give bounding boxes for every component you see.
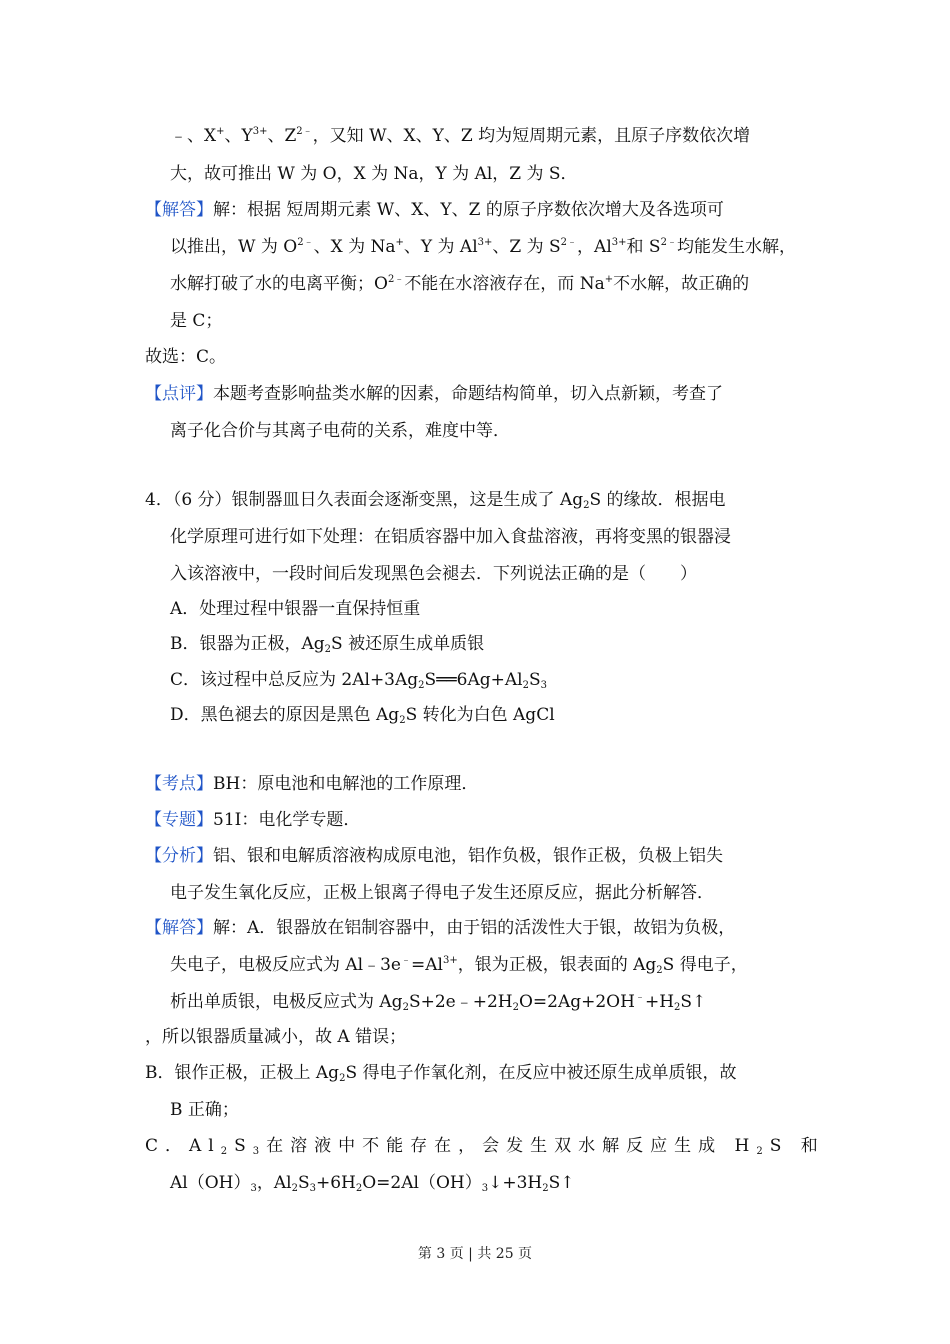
text-line: 大，故可推出 W 为 O，X 为 Na，Y 为 Al，Z 为 S． — [170, 164, 578, 184]
fenxi-tag: 【分析】 — [145, 846, 213, 866]
solution-line: 【解答】解：A．银器放在铝制容器中，由于铝的活泼性大于银，故铝为负极， — [145, 918, 736, 938]
question-stem: 4．（6 分）银制器皿日久表面会逐渐变黑，这是生成了 $Ag_2S$ 的缘故．根据电 — [145, 490, 726, 511]
text-line: $Al(OH)_3$，$Al_2S_3+6H_2O=2Al(OH)_3↓+3H_2S↑$ — [170, 1173, 575, 1194]
solution-tag: 【解答】 — [145, 918, 213, 938]
answer-line: 故选：C。 — [145, 347, 227, 367]
text-line: 化学原理可进行如下处理：在铝质容器中加入食盐溶液，再将变黑的银器浸 — [170, 527, 731, 547]
text-line: 电子发生氧化反应，正极上银离子得电子发生还原反应，据此分析解答． — [170, 883, 714, 903]
text-line: B 正确； — [170, 1100, 239, 1120]
solution-tag: 【解答】 — [145, 200, 213, 220]
text-line: B．银作正极，正极上 $Ag_2S$ 得电子作氧化剂，在反应中被还原生成单质银，故 — [145, 1063, 737, 1084]
comment-line: 【点评】本题考查影响盐类水解的因素，命题结构简单，切入点新颖，考查了 — [145, 384, 723, 404]
solution-line: 【解答】解：根据 短周期元素 W、X、Y、Z 的原子序数依次增大及各选项可 — [145, 200, 724, 220]
option-b: B．银器为正极，$Ag_2S$ 被还原生成单质银 — [170, 634, 485, 655]
fenxi-line: 【分析】铝、银和电解质溶液构成原电池，铝作负极，银作正极，负极上铝失 — [145, 846, 723, 866]
kaodian-line: 【考点】BH：原电池和电解池的工作原理． — [145, 774, 479, 794]
zhuanti-line: 【专题】51I：电化学专题． — [145, 810, 361, 830]
option-a: A．处理过程中银器一直保持恒重 — [170, 599, 421, 619]
page-footer: 第 3 页 | 共 25 页 — [417, 1246, 533, 1262]
text-line: C．$Al_2S_3$在溶液中不能存在，会发生双水解反应生成 $H_2S$ 和 — [145, 1136, 825, 1157]
comment-tag: 【点评】 — [145, 384, 213, 404]
text-line: 失电子，电极反应式为 $Al﹣3e^﹣=Al^{3+}$，银为正极，银表面的 $Ag_2S$ 得电子， — [170, 955, 748, 976]
text-line: 是 C； — [170, 311, 223, 331]
text-line: 离子化合价与其离子电荷的关系，难度中等． — [170, 421, 510, 441]
option-c: C．该过程中总反应为 $2Al+3Ag_2S══6Ag+Al_2S_3$ — [170, 670, 548, 691]
kaodian-tag: 【考点】 — [145, 774, 213, 794]
option-d: D．黑色褪去的原因是黑色 $Ag_2S$ 转化为白色 AgCl — [170, 705, 555, 726]
text-line: 入该溶液中，一段时间后发现黑色会褪去．下列说法正确的是（ ） — [170, 564, 697, 584]
question-number: 4． — [145, 490, 173, 510]
text-line: 以推出，W 为 $O^{2﹣}$、X 为 Na+、Y 为 $Al^{3+}$、Z 为 $S^{2﹣}$，$Al^{3+}$和 $S^{2﹣}$均能发生水解， — [170, 237, 796, 257]
text-line: 水解打破了水的电离平衡；$O^{2﹣}$不能在水溶液存在，而 Na+不水解，故正确的 — [170, 274, 750, 294]
zhuanti-tag: 【专题】 — [145, 810, 213, 830]
text-line: 析出单质银，电极反应式为 $Ag_2S+2e﹣+2H_2O=2Ag+2OH^﹣+H_2S↑$ — [170, 992, 707, 1013]
text-line: ，所以银器质量减小，故 A 错误； — [145, 1027, 407, 1047]
text-line: ﹣、X+、$Y^{3+}$、$Z^{2﹣}$，又知 W、X、Y、Z 均为短周期元素，且原子序数依次增 — [170, 126, 751, 146]
